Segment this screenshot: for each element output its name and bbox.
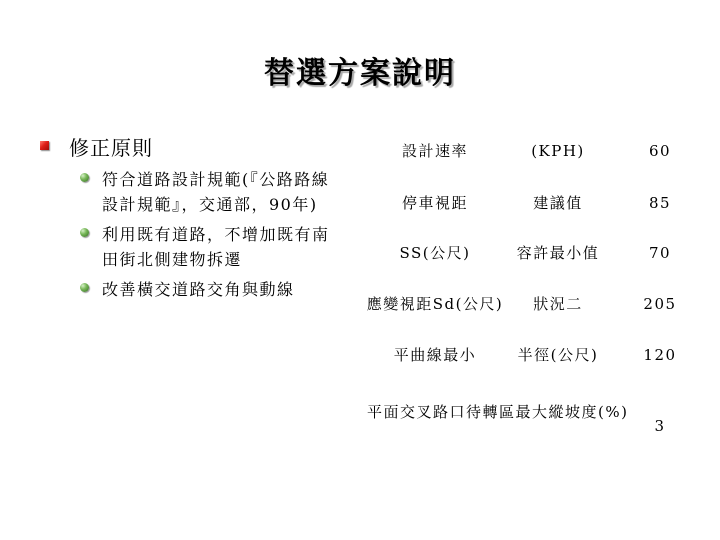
principles-list [80,167,350,302]
spec-qualifier: 狀況二 [533,295,583,313]
spec-value: 120 [643,346,677,364]
principle-text: 改善橫交道路交角與動線 [102,280,295,299]
spec-label: 停車視距 [401,194,468,212]
green-ball-bullet-icon [80,173,89,182]
principle-text: 利用既有道路，不增加既有南田街北側建物拆遷 [102,225,330,269]
spec-qualifier: (KPH) [531,142,585,160]
principle-item [80,167,350,217]
spec-label: SS(公尺) [399,244,471,262]
spec-value: 85 [648,194,672,212]
spec-qualifier: 容許最小值 [516,244,600,262]
spec-label: 平面交叉路口待轉區最大縱坡度(%) [367,403,629,421]
principle-item [80,222,350,272]
green-ball-bullet-icon [80,228,89,237]
principle-item [80,277,350,302]
green-ball-bullet-icon [80,283,89,292]
principle-text: 符合道路設計規範(『公路路線設計規範』，交通部，90年) [102,170,330,214]
red-square-bullet-icon [40,141,49,150]
spec-label: 設計速率 [401,142,468,160]
principles-heading-row [40,132,350,161]
spec-qualifier: 半徑(公尺) [517,346,599,364]
spec-label: 平曲線最小 [393,346,477,364]
spec-qualifier: 建議值 [533,194,583,212]
spec-label: 應變視距Sd(公尺) [366,295,504,313]
slide-title: 替選方案說明 [264,56,456,91]
spec-value: 70 [648,244,672,262]
spec-value: 60 [648,142,672,160]
design-spec-table [360,130,705,460]
spec-value: 3 [654,417,666,435]
principles-heading: 修正原則 [69,136,153,160]
spec-value: 205 [643,295,677,313]
principles-section [40,132,350,307]
